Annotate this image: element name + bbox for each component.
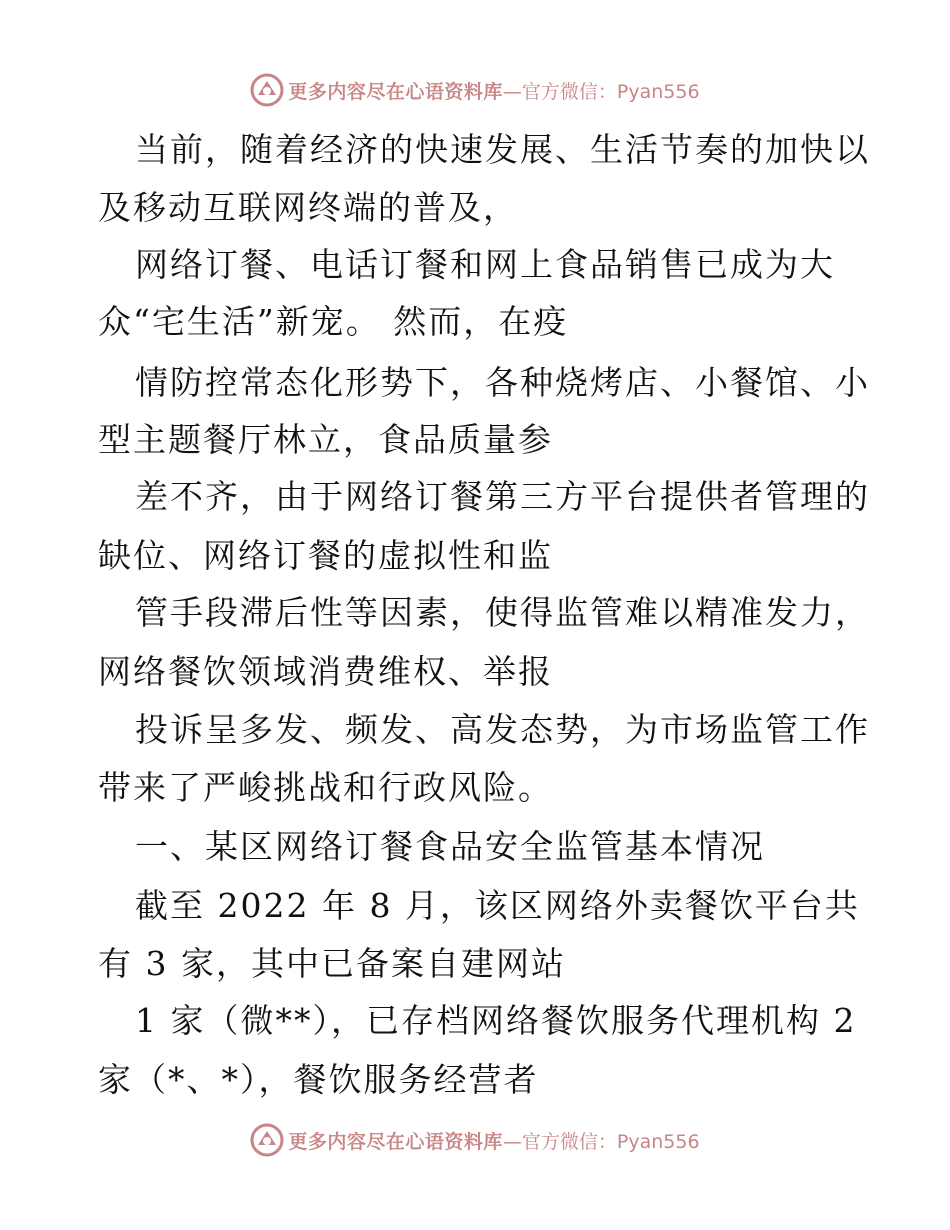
text-line: 众“宅生活”新宠。 然而，在疫	[98, 302, 569, 341]
watermark-contact-text: —官方微信：Pyan556	[502, 1130, 700, 1153]
text-line: 网络订餐、电话订餐和网上食品销售已成为大	[135, 245, 835, 284]
watermark-contact-text: —官方微信：Pyan556	[502, 80, 700, 103]
text-line: 当前，随着经济的快速发展、生活节奏的加快以	[135, 130, 870, 169]
logo-badge-icon	[250, 73, 284, 107]
text-line: 截至 2022 年 8 月，该区网络外卖餐饮平台共	[135, 886, 860, 925]
section-heading: 一、某区网络订餐食品安全监管基本情况	[135, 827, 765, 866]
text-line: 1 家（微**），已存档网络餐饮服务代理机构 2	[135, 1001, 857, 1040]
text-line: 网络餐饮领域消费维权、举报	[98, 652, 553, 691]
text-line: 缺位、网络订餐的虚拟性和监	[98, 536, 553, 575]
text-line: 带来了严峻挑战和行政风险。	[98, 768, 553, 807]
text-line: 管手段滞后性等因素，使得监管难以精准发力，	[135, 593, 870, 632]
watermark-brand-text: 更多内容尽在心语资料库	[288, 1130, 503, 1153]
logo-badge-icon	[250, 1123, 284, 1157]
text-line: 型主题餐厅林立，食品质量参	[98, 420, 553, 459]
watermark-banner-bottom	[0, 1120, 950, 1160]
text-line: 情防控常态化形势下，各种烧烤店、小餐馆、小	[135, 363, 870, 402]
text-line: 有 3 家，其中已备案自建网站	[98, 944, 566, 983]
text-line: 及移动互联网终端的普及，	[98, 188, 518, 227]
text-line: 投诉呈多发、频发、高发态势，为市场监管工作	[135, 710, 870, 749]
text-line: 家（*、*），餐饮服务经营者	[98, 1060, 539, 1099]
watermark-brand-text: 更多内容尽在心语资料库	[288, 80, 503, 103]
watermark-banner-top	[0, 70, 950, 110]
text-line: 差不齐，由于网络订餐第三方平台提供者管理的	[135, 477, 870, 516]
